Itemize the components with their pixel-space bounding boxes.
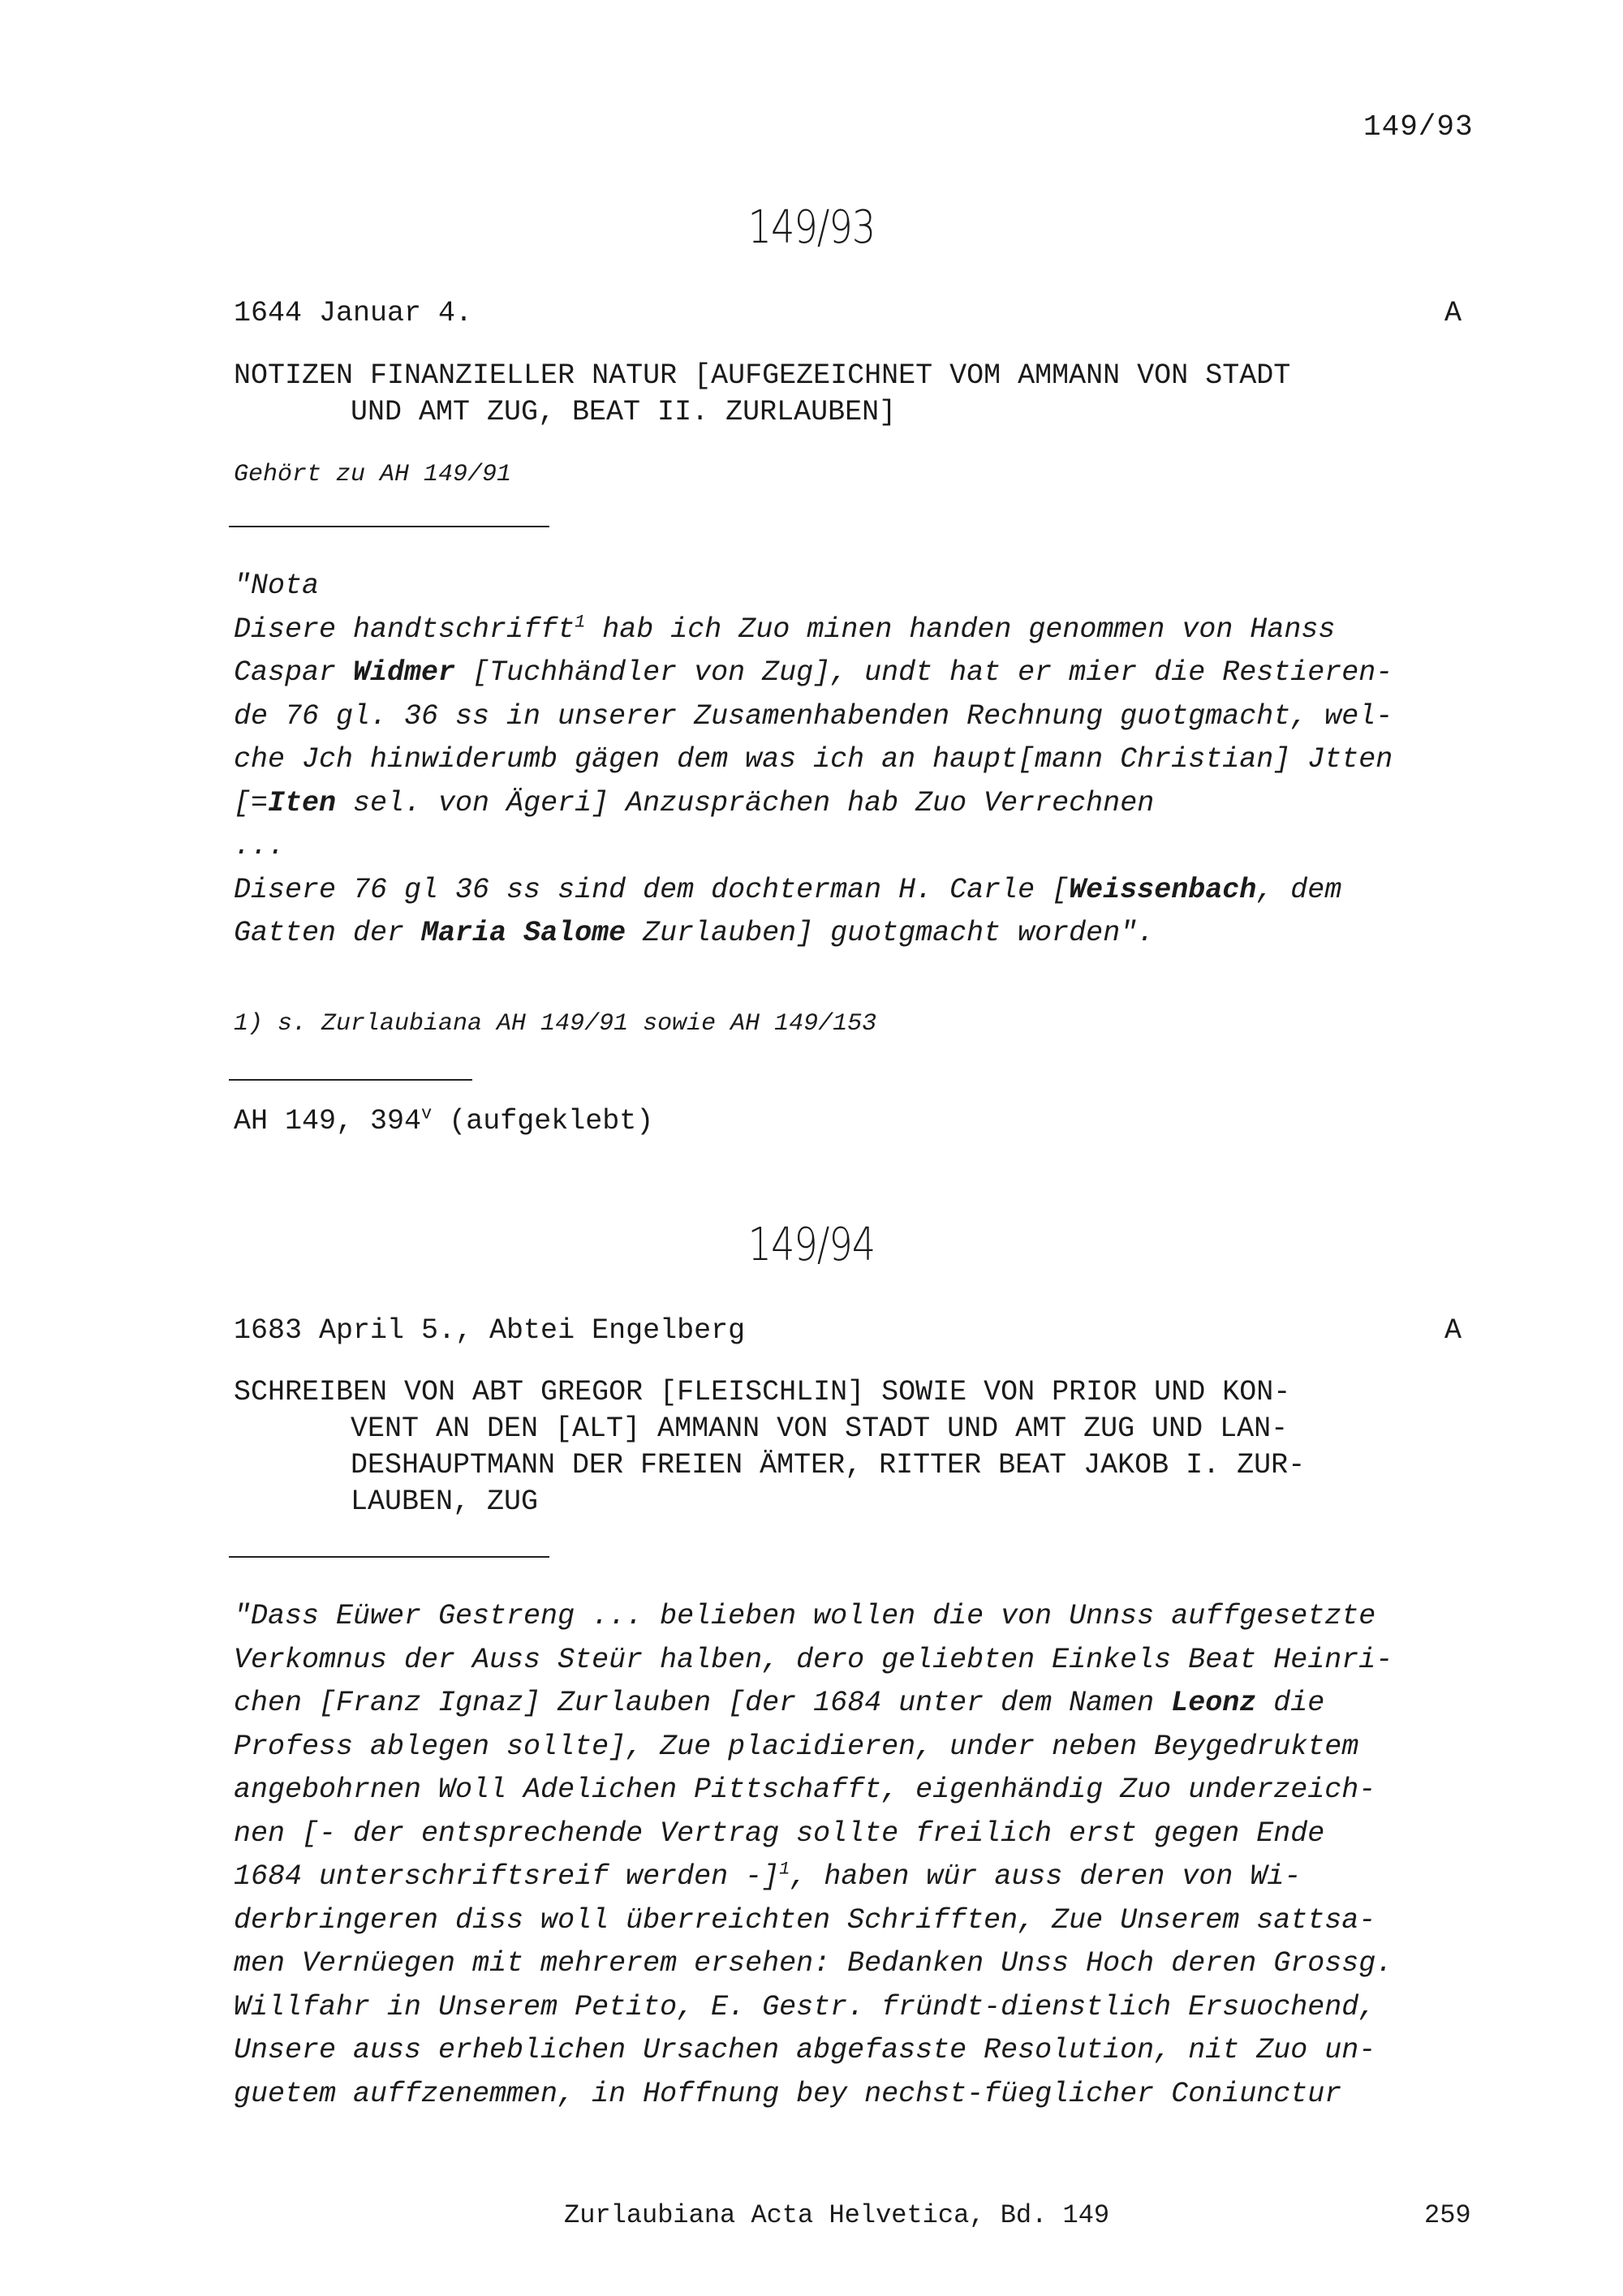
entry-class-mark: A — [1444, 1314, 1462, 1347]
quote-line — [234, 608, 1500, 652]
quote-line — [234, 1899, 1500, 1943]
belongs-to-note: Gehört zu AH 149/91 — [234, 461, 512, 488]
footer-publication-title: Zurlaubiana Acta Helvetica, Bd. 149 — [564, 2200, 1110, 2230]
quote-segment: sel. von Ägeri] Anzusprächen hab Zuo Verrechnen — [336, 786, 1155, 819]
quote-segment: "Nota — [234, 570, 320, 602]
quote-line — [234, 1639, 1500, 1683]
quote-line — [234, 2029, 1500, 2073]
quote-segment: ... — [234, 830, 286, 862]
quote-segment: Willfahr in Unserem Petito, E. Gestr. fründt-dienstlich Ersuochend, — [234, 1990, 1376, 2023]
quote-segment: Zurlauben] guotgmacht worden". — [626, 917, 1155, 949]
quote-line — [234, 1769, 1500, 1812]
quote-line — [234, 695, 1500, 739]
entry-title-line: LAUBEN, ZUG — [351, 1486, 539, 1518]
person-name: Widmer — [353, 656, 456, 689]
section-divider — [229, 1556, 549, 1558]
quote-segment: nen [- der entsprechende Vertrag sollte freilich erst gegen Ende — [234, 1817, 1325, 1850]
person-name: Maria Salome — [421, 917, 626, 949]
quote-segment: , dem — [1256, 873, 1342, 906]
entry-heading-149-93: 149/93 — [747, 201, 876, 254]
footnote-divider — [229, 1079, 472, 1081]
quote-line — [234, 825, 1500, 869]
quote-segment: 1684 unterschriftsreif werden -] — [234, 1860, 780, 1893]
entry-title — [234, 358, 1475, 431]
entry-date: 1683 April 5., Abtei Engelberg — [234, 1314, 746, 1347]
quote-segment: de 76 gl. 36 ss in unserer Zusamenhabenden Rechnung guotgmacht, wel- — [234, 699, 1393, 733]
quote-line — [234, 1682, 1500, 1726]
entry-title-line: DESHAUPTMANN DER FREIEN ÄMTER, RITTER BEAT JAKOB I. ZUR- — [351, 1449, 1306, 1481]
quote-line — [234, 2073, 1500, 2117]
quote-segment: che Jch hinwiderumb gägen dem was ich an haupt[mann Christian] Jtten — [234, 743, 1393, 776]
footnote-marker: 1 — [575, 611, 586, 632]
quoted-text — [234, 565, 1500, 956]
running-header-page-number: 149/93 — [1363, 110, 1474, 144]
quote-line — [234, 1855, 1500, 1899]
quote-line — [234, 869, 1500, 913]
quote-line — [234, 738, 1500, 782]
entry-title — [234, 1374, 1475, 1520]
entry-class-mark: A — [1444, 297, 1462, 329]
quote-segment: Disere 76 gl 36 ss sind dem dochterman H. Carle [ — [234, 873, 1070, 906]
quote-segment: Caspar — [234, 656, 354, 689]
quote-segment: hab ich Zuo minen handen genommen von Hanss — [585, 613, 1336, 646]
quote-segment: , haben wür auss deren von Wi- — [790, 1860, 1302, 1893]
entry-title-line: SCHREIBEN VON ABT GREGOR [FLEISCHLIN] SOWIE VON PRIOR UND KON- — [234, 1376, 1291, 1408]
quote-segment: Verkomnus der Auss Steür halben, dero geliebten Einkels Beat Heinri- — [234, 1643, 1393, 1676]
quote-line — [234, 1942, 1500, 1986]
quote-line — [234, 782, 1500, 826]
quote-segment: "Dass Eüwer Gestreng ... belieben wollen die von Unnss auffgesetzte — [234, 1600, 1376, 1632]
entry-title-line: NOTIZEN FINANZIELLER NATUR [AUFGEZEICHNET VOM AMMANN VON STADT — [234, 359, 1291, 392]
entry-date: 1644 Januar 4. — [234, 297, 473, 329]
footer-page-number: 259 — [1424, 2200, 1471, 2230]
quote-segment: guetem auffzenemmen, in Hoffnung bey nechst-füeglicher Coniunctur — [234, 2077, 1342, 2110]
quote-segment: Profess ablegen sollte], Zue placidieren, under neben Beygedruktem — [234, 1730, 1359, 1763]
person-name: Iten — [268, 786, 337, 819]
quote-segment: chen [Franz Ignaz] Zurlauben [der 1684 unter dem Namen — [234, 1687, 1172, 1719]
quote-line — [234, 1986, 1500, 2030]
source-suffix: (aufgeklebt) — [432, 1105, 654, 1137]
quote-segment: Gatten der — [234, 917, 422, 949]
quote-line — [234, 1726, 1500, 1769]
quote-segment: Disere handtschrifft — [234, 613, 575, 646]
quote-segment: [Tuchhändler von Zug], undt hat er mier die Restieren- — [455, 656, 1393, 689]
quote-line — [234, 651, 1500, 695]
quote-segment: [= — [234, 786, 269, 819]
quote-line — [234, 565, 1500, 608]
source-text: AH 149, 394 — [234, 1105, 422, 1137]
person-name: Leonz — [1171, 1687, 1257, 1719]
entry-title-line: VENT AN DEN [ALT] AMMANN VON STADT UND AMT ZUG UND LAN- — [351, 1412, 1289, 1445]
source-superscript: v — [421, 1103, 433, 1124]
section-divider — [229, 526, 549, 527]
footnote: 1) s. Zurlaubiana AH 149/91 sowie AH 149/153 — [234, 1010, 877, 1038]
quoted-text — [234, 1595, 1500, 2116]
quote-segment: Unsere auss erheblichen Ursachen abgefasste Resolution, nit Zuo un- — [234, 2034, 1376, 2066]
entry-heading-149-94: 149/94 — [747, 1219, 876, 1271]
quote-segment: die — [1256, 1687, 1325, 1719]
source-reference — [234, 1105, 653, 1137]
quote-segment: angebohrnen Woll Adelichen Pittschafft, eigenhändig Zuo underzeich- — [234, 1774, 1376, 1806]
quote-segment: men Vernüegen mit mehrerem ersehen: Bedanken Unss Hoch deren Grossg. — [234, 1947, 1393, 1980]
quote-line — [234, 1595, 1500, 1639]
person-name: Weissenbach — [1069, 873, 1257, 906]
quote-line — [234, 912, 1500, 956]
entry-title-line: UND AMT ZUG, BEAT II. ZURLAUBEN] — [351, 396, 897, 428]
footnote-marker: 1 — [779, 1859, 790, 1880]
quote-segment: derbringeren diss woll überreichten Schrifften, Zue Unserem sattsa- — [234, 1903, 1376, 1937]
quote-line — [234, 1812, 1500, 1856]
